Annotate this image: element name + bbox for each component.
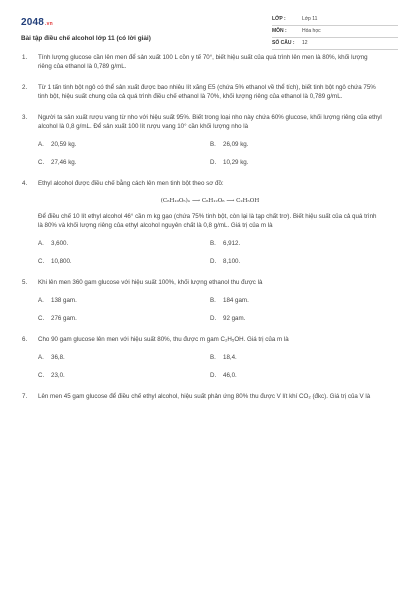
answer-option-c[interactable]: C. 23,0. — [38, 371, 65, 379]
answer-option-c[interactable]: C. 10,800. — [38, 257, 72, 265]
answer-option-b[interactable]: B. 18,4. — [210, 353, 237, 361]
meta-value: Lớp 11 — [302, 15, 318, 22]
question-number: 7. — [22, 392, 28, 400]
question-text: Khi lên men 360 gam glucose với hiệu suất 100%, khối lượng ethanol thu được là — [38, 278, 263, 286]
meta-key: SỐ CÂU : — [272, 39, 295, 46]
answer-option-a[interactable]: A. 36,8. — [38, 353, 65, 361]
question-text: Người ta sản xuất rượu vang từ nho với hiệu suất 95%. Biết trong loại nho này chứa 60% glucose, khối lượng riêng của ethyl alcohol là 0,8 g/mL. Để sản xuất 100 lít rượu vang 10° cần khối lượng nho là — [38, 113, 382, 130]
question-number: 6. — [22, 335, 28, 343]
question-number: 3. — [22, 113, 28, 121]
answer-option-b[interactable]: B. 184 gam. — [210, 296, 249, 304]
document-title: Bài tập điều chế alcohol lớp 11 (có lời giải) — [21, 35, 151, 42]
answer-option-b[interactable]: B. 26,09 kg. — [210, 140, 249, 148]
answer-option-d[interactable]: D. 10,29 kg. — [210, 158, 249, 166]
document-header — [18, 14, 382, 54]
answer-options — [38, 297, 382, 324]
question-number: 5. — [22, 278, 28, 286]
question-text: Lên men 45 gam glucose để điều chế ethyl alcohol, hiệu suất phản ứng 80% thu được V lít khí CO₂ (đkc). Giá trị của V là — [38, 392, 371, 400]
question-text: Cho 90 gam glucose lên men với hiệu suất 80%, thu được m gam C₂H₅OH. Giá trị của m là — [38, 335, 289, 343]
site-logo[interactable]: 2048.vn — [21, 17, 53, 28]
question-1 — [18, 54, 382, 72]
meta-value: 12 — [302, 39, 308, 46]
answer-options — [38, 354, 382, 381]
answer-option-a[interactable]: A. 20,59 kg. — [38, 140, 77, 148]
question-6 — [18, 336, 382, 381]
answer-option-a[interactable]: A. 138 gam. — [38, 296, 77, 304]
question-text: Ethyl alcohol được điều chế bằng cách lên men tinh bột theo sơ đồ: — [38, 179, 224, 187]
answer-option-a[interactable]: A. 3,600. — [38, 239, 69, 247]
answer-options — [38, 141, 382, 168]
answer-option-d[interactable]: D. 46,0. — [210, 371, 237, 379]
question-2 — [18, 84, 382, 102]
reaction-scheme: (C₆H₁₀O₅)ₙ ⟶ C₆H₁₂O₆ ⟶ C₂H₅OH — [160, 197, 260, 204]
meta-row-subject — [272, 26, 398, 38]
question-5 — [18, 279, 382, 324]
question-text: Từ 1 tấn tinh bột ngô có thể sản xuất được bao nhiêu lít xăng E5 (chứa 5% ethanol về thể tích), biết tinh bột ngô chứa 75% tinh bột, hiệu suất chung của cả quá trình điều chế ethanol là 70%, khối lượng riêng của ethanol là 0,789 g/mL. — [38, 83, 376, 100]
meta-value: Hóa học — [302, 27, 321, 34]
question-number: 4. — [22, 179, 28, 187]
question-text: Tính lượng glucose cần lên men để sản xuất 100 L cồn y tế 70°, biết hiệu suất của quá trình lên men là 80%, khối lượng riêng của ethanol là 0,789 g/mL. — [38, 54, 368, 70]
question-4 — [18, 180, 382, 267]
meta-key: MÔN : — [272, 27, 287, 34]
answer-option-b[interactable]: B. 6,912. — [210, 239, 241, 247]
meta-row-count — [272, 38, 398, 50]
meta-key: LỚP : — [272, 15, 286, 22]
question-number: 1. — [22, 54, 28, 61]
question-number: 2. — [22, 83, 28, 91]
meta-table — [272, 14, 398, 50]
answer-option-d[interactable]: D. 92 gam. — [210, 314, 246, 322]
answer-option-c[interactable]: C. 27,46 kg. — [38, 158, 77, 166]
question-text-continued: Để điều chế 10 lít ethyl alcohol 46° cần m kg gạo (chứa 75% tinh bột, còn lại là tạp chất trơ). Biết hiệu suất của cả quá trình là 80% và khối lượng riêng của ethyl alcohol nguyên chất là 0,8 g/mL. Giá trị của m là — [38, 212, 377, 229]
question-3 — [18, 114, 382, 168]
answer-option-d[interactable]: D. 8,100. — [210, 257, 241, 265]
answer-option-c[interactable]: C. 276 gam. — [38, 314, 77, 322]
meta-row-grade — [272, 14, 398, 26]
answer-options — [38, 240, 382, 267]
question-7 — [18, 393, 382, 402]
